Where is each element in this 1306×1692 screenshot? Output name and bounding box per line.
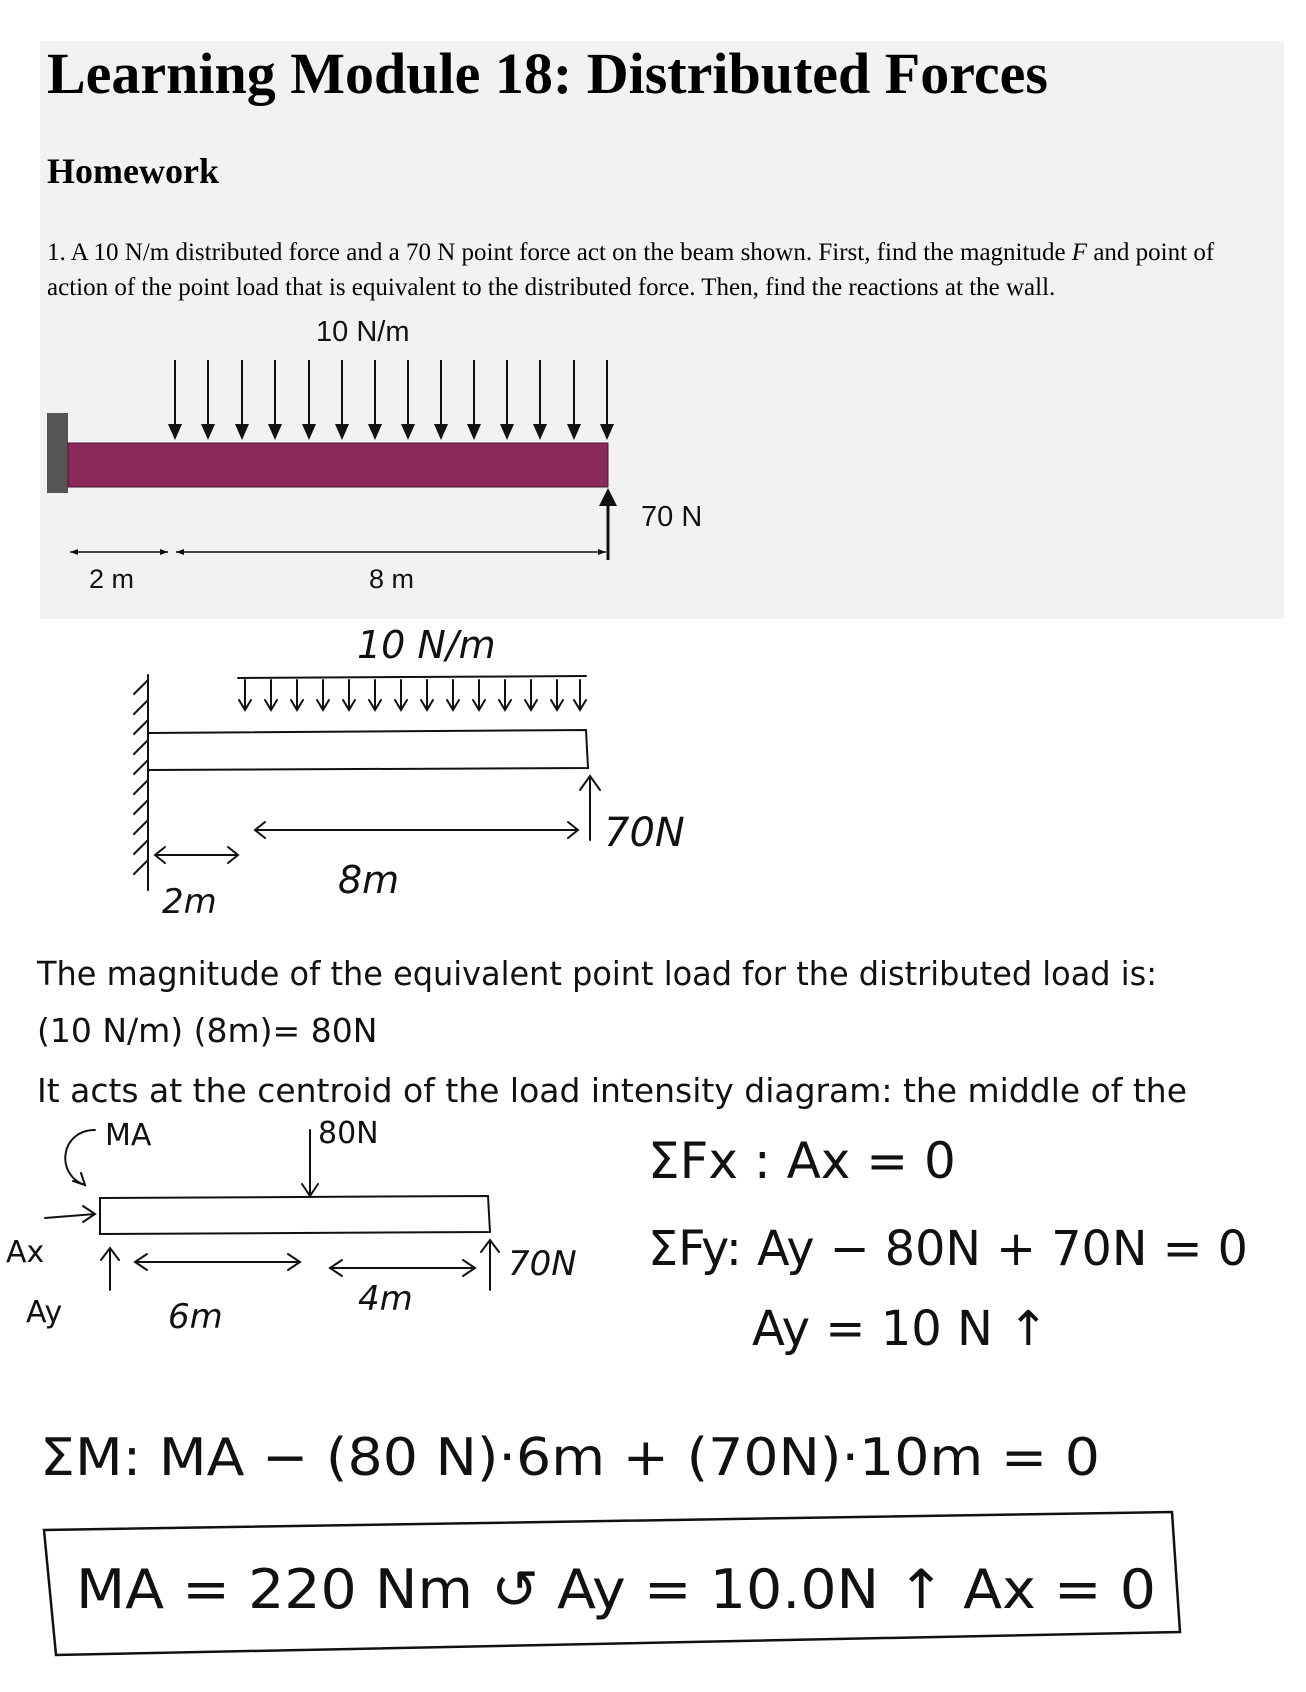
sketch-dim-left: 2m: [162, 882, 217, 922]
point-force-arrow: [599, 488, 617, 560]
load-arrowhead: [600, 424, 614, 440]
fbd-ay-arrow: [101, 1248, 119, 1290]
fbd-dim-right: 4m: [358, 1279, 413, 1319]
note-line-3: It acts at the centroid of the load intensity diagram: the middle of the: [37, 1071, 1187, 1110]
fbd-dim-4m: [330, 1260, 475, 1276]
load-arrowhead: [268, 424, 282, 440]
fbd-moment-arc: [65, 1130, 95, 1185]
fbd-ax-arrow: [45, 1206, 95, 1222]
fbd-ay-label: Ay: [26, 1295, 63, 1330]
fbd-dim-6m: [135, 1254, 300, 1270]
dimension-label-right: 8 m: [369, 564, 415, 594]
note-line-2: (10 N/m) (8m)= 80N: [37, 1011, 378, 1050]
handwritten-notes: [36, 954, 1187, 1110]
free-body-diagram: [6, 1116, 577, 1337]
sketch-dim-right: 8m: [338, 858, 400, 902]
equation-sum-fy: ΣFy: Ay − 80N + 70N = 0: [648, 1221, 1248, 1277]
load-arrowhead: [168, 424, 182, 440]
fbd-dim-left: 6m: [168, 1297, 223, 1337]
sketch-force-label: 70N: [604, 810, 685, 856]
fbd-80n-arrow: [302, 1130, 318, 1196]
point-force-label: 70 N: [641, 501, 703, 533]
load-arrowhead: [201, 424, 215, 440]
load-arrowhead: [401, 424, 415, 440]
equation-ay-result: Ay = 10 N ↑: [752, 1301, 1049, 1357]
load-arrowhead: [533, 424, 547, 440]
section-heading: Homework: [47, 151, 219, 191]
problem-text-1: 1. A 10 N/m distributed force and a 70 N point force act on the beam shown. First, find the magnitude: [47, 239, 1072, 266]
equation-sum-m: ΣM: MA − (80 N)·6m + (70N)·10m = 0: [40, 1428, 1100, 1488]
sketch-beam: [148, 730, 588, 770]
load-arrowhead: [500, 424, 514, 440]
sketch-dim-2m: [155, 847, 238, 863]
sketch-load-label: 10 N/m: [357, 623, 496, 667]
dimension-label-left: 2 m: [89, 564, 135, 594]
load-arrowhead: [467, 424, 481, 440]
fbd-beam: [100, 1196, 490, 1234]
load-intensity-label: 10 N/m: [316, 316, 410, 348]
sketch-load-arrows: [239, 680, 586, 710]
wall-support: [47, 413, 68, 493]
problem-text-2: and point of action of the point load that is equivalent to the distributed force. Then, find the reactions at the wall.: [47, 239, 1215, 301]
sketch-dim-8m: [255, 822, 578, 838]
fbd-load-label: 80N: [318, 1116, 379, 1151]
final-answer: MA = 220 Nm ↺ Ay = 10.0N ↑ Ax = 0: [76, 1558, 1156, 1621]
load-arrowhead: [434, 424, 448, 440]
load-arrowhead: [235, 424, 249, 440]
equation-sum-fx: ΣFx : Ax = 0: [648, 1132, 956, 1190]
fbd-ax-label: Ax: [6, 1235, 45, 1270]
fbd-70n-arrow: [481, 1240, 499, 1290]
note-line-1: The magnitude of the equivalent point load for the distributed load is:: [36, 954, 1158, 993]
load-arrowhead: [335, 424, 349, 440]
dimension-lines: [70, 549, 606, 555]
load-arrowhead: [567, 424, 581, 440]
sketch-load-top-line: [238, 676, 586, 678]
load-arrowhead: [302, 424, 316, 440]
final-answer-box: [44, 1512, 1180, 1655]
load-arrowhead: [368, 424, 382, 440]
sketch-wall-hatching: [134, 680, 148, 874]
variable-f: F: [1071, 239, 1088, 266]
sketch-70n-arrow: [580, 776, 600, 840]
hand-sketch-beam: [134, 623, 685, 922]
fbd-force-label: 70N: [508, 1244, 577, 1284]
beam: [68, 443, 608, 487]
distributed-load-arrows: [168, 360, 614, 440]
beam-figure: [47, 316, 702, 594]
page-title: Learning Module 18: Distributed Forces: [47, 41, 1048, 106]
fbd-moment-label: MA: [105, 1118, 152, 1153]
